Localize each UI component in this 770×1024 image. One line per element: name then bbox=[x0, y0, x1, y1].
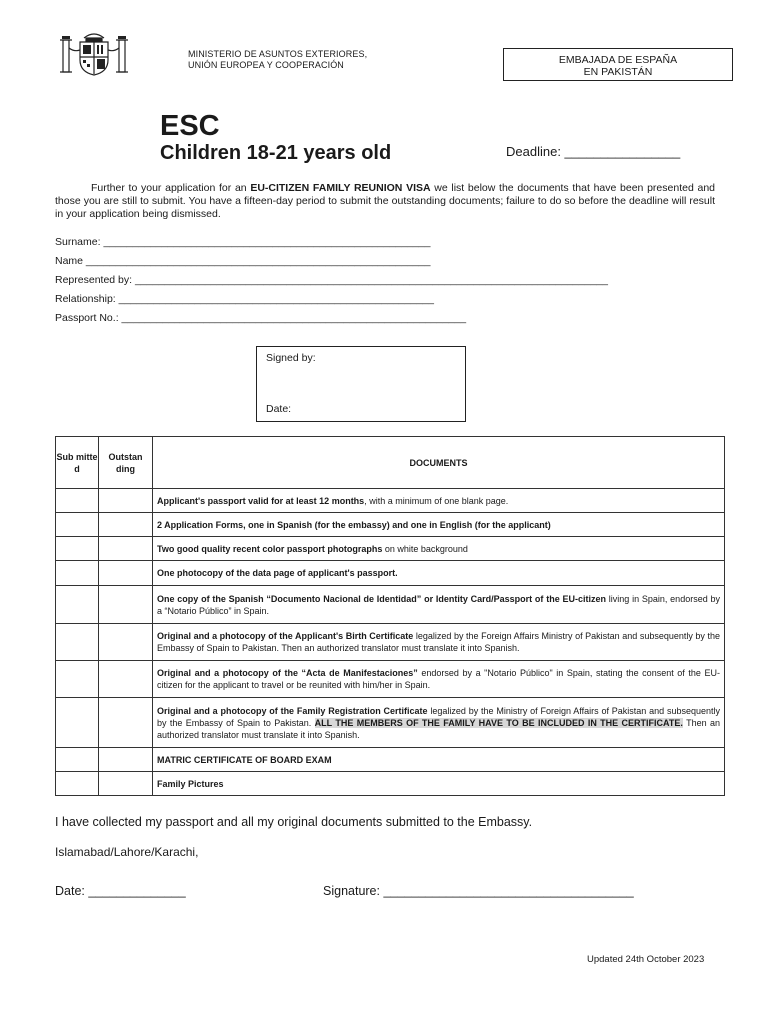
outstanding-checkbox-cell[interactable] bbox=[99, 748, 153, 772]
outstanding-header: Outstan ding bbox=[99, 437, 153, 489]
submitted-checkbox-cell[interactable] bbox=[56, 489, 99, 513]
document-title: Original and a photocopy of the “Acta de Manifestaciones” bbox=[157, 668, 418, 678]
deadline-field[interactable]: Deadline: ________________ bbox=[506, 144, 681, 159]
intro-after: we list below the documents that have been presented and those you are still to submit. You have a fifteen-day period to submit the outstanding documents; failure to do so before the deadline will result in your application being dismissed. bbox=[55, 182, 715, 220]
signed-date-label: Date: bbox=[266, 403, 292, 415]
intro-before: Further to your application for an bbox=[91, 182, 251, 194]
documents-table bbox=[55, 436, 725, 796]
signed-by-label: Signed by: bbox=[266, 352, 316, 364]
outstanding-checkbox-cell[interactable] bbox=[99, 624, 153, 661]
outstanding-checkbox-cell[interactable] bbox=[99, 489, 153, 513]
submitted-checkbox-cell[interactable] bbox=[56, 586, 99, 624]
table-row bbox=[56, 661, 725, 698]
table-row bbox=[56, 537, 725, 561]
table-row bbox=[56, 748, 725, 772]
embassy-box bbox=[503, 48, 733, 81]
document-cell bbox=[153, 661, 725, 698]
document-title: Original and a photocopy of the Family Registration Certificate bbox=[157, 705, 428, 716]
submitted-checkbox-cell[interactable] bbox=[56, 513, 99, 537]
document-detail: legalized by the Foreign Affairs Ministry of Pakistan and subsequently by the Embassy of Spain to Pakistan. Then an authorized translator must translate it into Spanish. bbox=[157, 631, 720, 653]
table-row bbox=[56, 513, 725, 537]
document-detail: , with a minimum of one blank page. bbox=[364, 495, 509, 506]
represented-by-field[interactable]: Represented by: _________________________________________________________________________________ bbox=[55, 274, 608, 286]
submitted-checkbox-cell[interactable] bbox=[56, 537, 99, 561]
table-header-row bbox=[56, 437, 725, 489]
document-cell bbox=[153, 561, 725, 586]
intro-visa-type: EU-CITIZEN FAMILY REUNION VISA bbox=[250, 182, 431, 194]
document-cell bbox=[153, 489, 725, 513]
document-title: Original and a photocopy of the Applicant's Birth Certificate bbox=[157, 631, 414, 641]
updated-date: Updated 24th October 2023 bbox=[587, 954, 705, 965]
footer-date-field[interactable]: Date: ______________ bbox=[55, 884, 186, 898]
submitted-checkbox-cell[interactable] bbox=[56, 624, 99, 661]
submitted-checkbox-cell[interactable] bbox=[56, 661, 99, 698]
relationship-field[interactable]: Relationship: ______________________________________________________ bbox=[55, 293, 434, 305]
city-line: Islamabad/Lahore/Karachi, bbox=[55, 845, 199, 859]
embassy-line-1: EMBAJADA DE ESPAÑA bbox=[558, 54, 678, 66]
ministry-name bbox=[188, 49, 367, 71]
outstanding-checkbox-cell[interactable] bbox=[99, 537, 153, 561]
document-cell bbox=[153, 537, 725, 561]
ministry-line-1: MINISTERIO DE ASUNTOS EXTERIORES, bbox=[188, 49, 368, 59]
table-row bbox=[56, 772, 725, 796]
table-row bbox=[56, 624, 725, 661]
signed-box bbox=[256, 346, 466, 422]
submitted-checkbox-cell[interactable] bbox=[56, 772, 99, 796]
document-title: Applicant's passport valid for at least 12 months bbox=[157, 495, 365, 506]
outstanding-checkbox-cell[interactable] bbox=[99, 586, 153, 624]
document-title: One copy of the Spanish “Documento Nacional de Identidad” or Identity Card/Passport of the EU-citizen bbox=[157, 593, 607, 604]
document-detail: on white background bbox=[382, 543, 468, 554]
table-row bbox=[56, 489, 725, 513]
table-row bbox=[56, 586, 725, 624]
highlighted-requirement: ALL THE MEMBERS OF THE FAMILY HAVE TO BE INCLUDED IN THE CERTIFICATE. bbox=[314, 717, 683, 728]
document-title: One photocopy of the data page of applicant's passport. bbox=[157, 568, 398, 578]
signature-field[interactable]: Signature: ____________________________________ bbox=[323, 884, 634, 898]
submitted-checkbox-cell[interactable] bbox=[56, 698, 99, 748]
document-detail: living in Spain, endorsed by a “Notario Público” in Spain. bbox=[157, 593, 720, 616]
document-cell bbox=[153, 698, 725, 748]
collected-statement: I have collected my passport and all my original documents submitted to the Embassy. bbox=[55, 815, 533, 829]
document-title: 2 Application Forms, one in Spanish (for the embassy) and one in English (for the applicant) bbox=[157, 519, 551, 530]
form-subtitle: Children 18-21 years old bbox=[160, 142, 392, 164]
documents-header: DOCUMENTS bbox=[153, 437, 725, 489]
document-title: Family Pictures bbox=[157, 778, 224, 789]
document-detail: endorsed by a "Notario Público" in Spain, stating the consent of the EU-citizen for the applicant to travel or be reunited with him/her in Spain. bbox=[157, 668, 720, 690]
document-title: Two good quality recent color passport photographs bbox=[157, 543, 383, 554]
name-field[interactable]: Name ___________________________________________________________ bbox=[55, 255, 431, 267]
embassy-line-2: EN PAKISTÁN bbox=[583, 66, 653, 78]
submitted-header: Sub mitte d bbox=[56, 437, 99, 489]
document-cell bbox=[153, 748, 725, 772]
outstanding-checkbox-cell[interactable] bbox=[99, 561, 153, 586]
passport-number-field[interactable]: Passport No.: ___________________________________________________________ bbox=[55, 312, 467, 324]
document-cell bbox=[153, 586, 725, 624]
document-detail-2: Then an authorized translator must translate it into Spanish. bbox=[157, 717, 720, 740]
submitted-checkbox-cell[interactable] bbox=[56, 561, 99, 586]
submitted-checkbox-cell[interactable] bbox=[56, 748, 99, 772]
document-detail: legalized by the Ministry of Foreign Affairs of Pakistan and subsequently by the Embassy of Spain to Pakistan. bbox=[157, 705, 720, 728]
intro-paragraph bbox=[55, 182, 715, 221]
coat-of-arms-logo bbox=[56, 30, 132, 78]
document-title: MATRIC CERTIFICATE OF BOARD EXAM bbox=[157, 754, 332, 765]
form-code: ESC bbox=[160, 110, 220, 142]
table-row bbox=[56, 698, 725, 748]
document-cell bbox=[153, 624, 725, 661]
document-cell bbox=[153, 772, 725, 796]
outstanding-checkbox-cell[interactable] bbox=[99, 661, 153, 698]
outstanding-checkbox-cell[interactable] bbox=[99, 698, 153, 748]
document-cell bbox=[153, 513, 725, 537]
surname-field[interactable]: Surname: ________________________________________________________ bbox=[55, 236, 431, 248]
outstanding-checkbox-cell[interactable] bbox=[99, 772, 153, 796]
table-row bbox=[56, 561, 725, 586]
ministry-line-2: UNIÓN EUROPEA Y COOPERACIÓN bbox=[188, 60, 344, 70]
outstanding-checkbox-cell[interactable] bbox=[99, 513, 153, 537]
